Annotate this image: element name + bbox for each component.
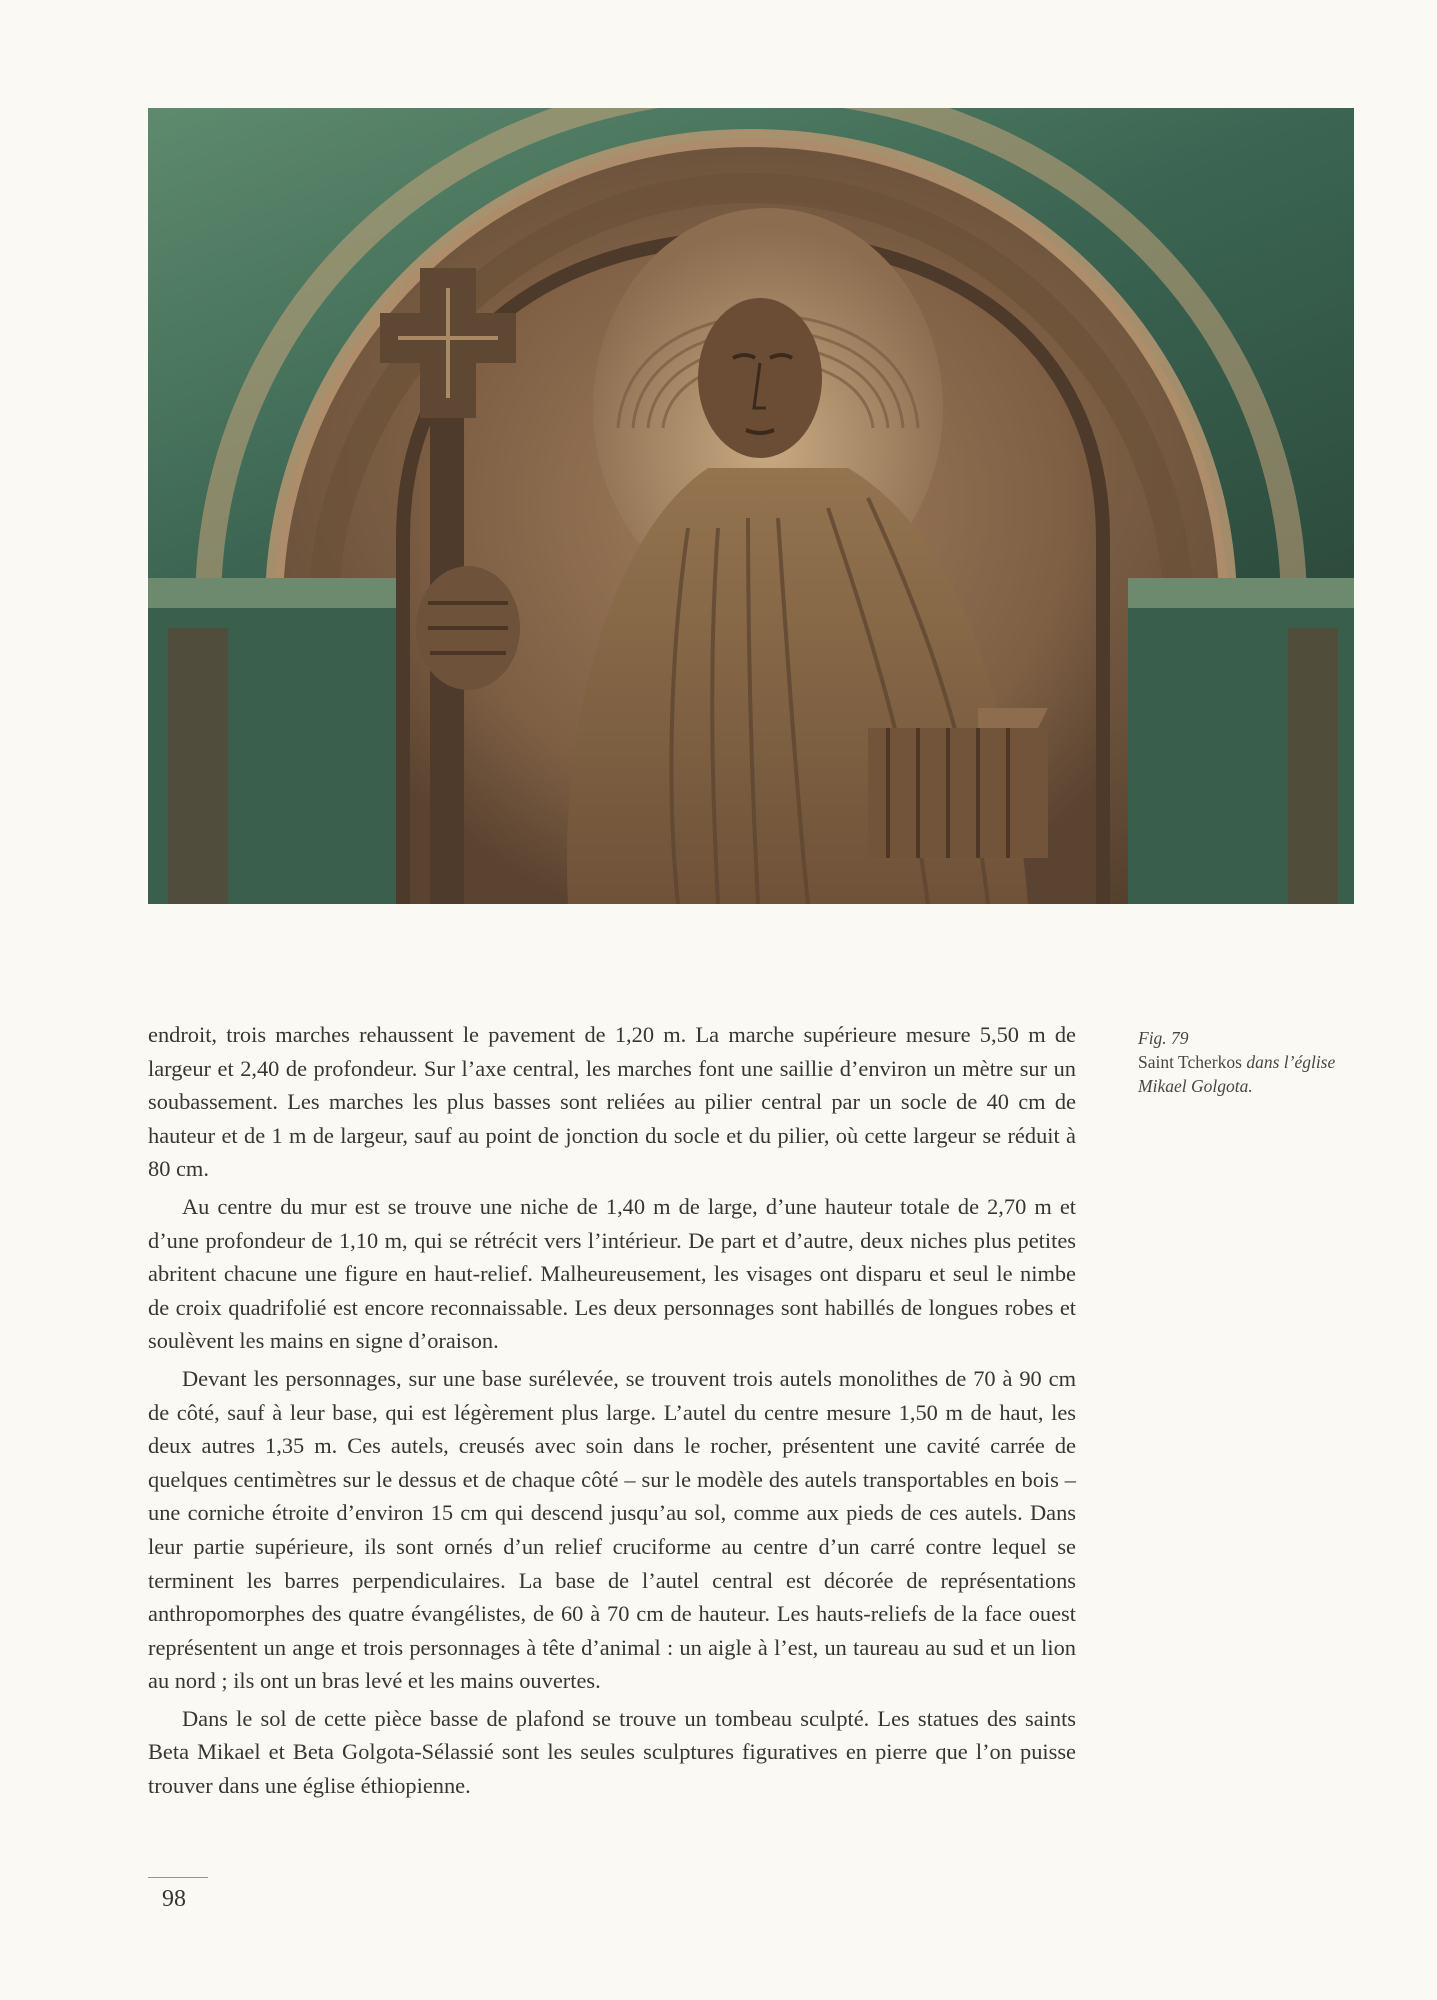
caption-location: dans l’église Mikael Golgota. bbox=[1138, 1052, 1336, 1096]
paragraph-1: endroit, trois marches rehaussent le pavement de 1,20 m. La marche supérieure mesure 5,50 m de largeur et 2,40 de profondeur. Sur l’axe central, les marches font une saillie d’environ un mètre sur un soubassement. Les marches les plus basses sont reliées au pilier central par un socle de 40 cm de hauteur et de 1 m de largeur, sauf au point de jonction du socle et du pilier, où cette largeur se réduit à 80 cm. bbox=[148, 1022, 1076, 1182]
figure-photo bbox=[148, 108, 1354, 904]
figure-label: Fig. 79 bbox=[1138, 1028, 1189, 1048]
paragraph-3: Devant les personnages, sur une base surélevée, se trouvent trois autels monolithes de 70 à 90 cm de côté, sauf à leur base, qui est légèrement plus large. L’autel du centre mesure 1,50 m de haut, les deux autres 1,35 m. Ces autels, creusés avec soin dans le rocher, présentent une cavité carrée de quelques centimètres sur le dessus et de chaque côté – sur le modèle des autels transportables en bois – une corniche étroite d’environ 15 cm qui descend jusqu’au sol, comme aux pieds de ces autels. Dans leur partie supérieure, ils sont ornés d’un relief cruciforme au centre d’un carré contre lequel se terminent les barres perpendiculaires. La base de l’autel central est décorée de représentations anthropomorphes des quatre évangélistes, de 60 à 70 cm de hauteur. Les hauts-reliefs de la face ouest représentent un ange et trois personnages à tête d’animal : un aigle à l’est, un taureau au sud et un lion au nord ; ils ont un bras levé et les mains ouvertes. bbox=[148, 1365, 1076, 1694]
paragraph-4: Dans le sol de cette pièce basse de plafond se trouve un tombeau sculpté. Les statues des saints Beta Mikael et Beta Golgota-Sélassié sont les seules sculptures figuratives en pierre que l’on puisse trouver dans une église éthiopienne. bbox=[148, 1705, 1076, 1799]
caption-title: Saint Tcherkos bbox=[1138, 1052, 1242, 1072]
paragraph-2: Au centre du mur est se trouve une niche de 1,40 m de large, d’une hauteur totale de 2,70 m et d’une profondeur de 1,10 m, qui se rétrécit vers l’intérieur. De part et d’autre, deux niches plus petites abritent chacune une figure en haut-relief. Malheureusement, les visages ont disparu et seul le nimbe de croix quadrifolié est encore reconnaissable. Les deux personnages sont habillés de longues robes et soulèvent les mains en signe d’oraison. bbox=[148, 1193, 1076, 1354]
folio-rule bbox=[148, 1877, 208, 1878]
body-text bbox=[148, 1018, 1076, 1807]
page-number: 98 bbox=[162, 1886, 186, 1912]
figure-caption bbox=[1138, 1026, 1358, 1098]
relief-sculpture-image bbox=[148, 108, 1354, 904]
